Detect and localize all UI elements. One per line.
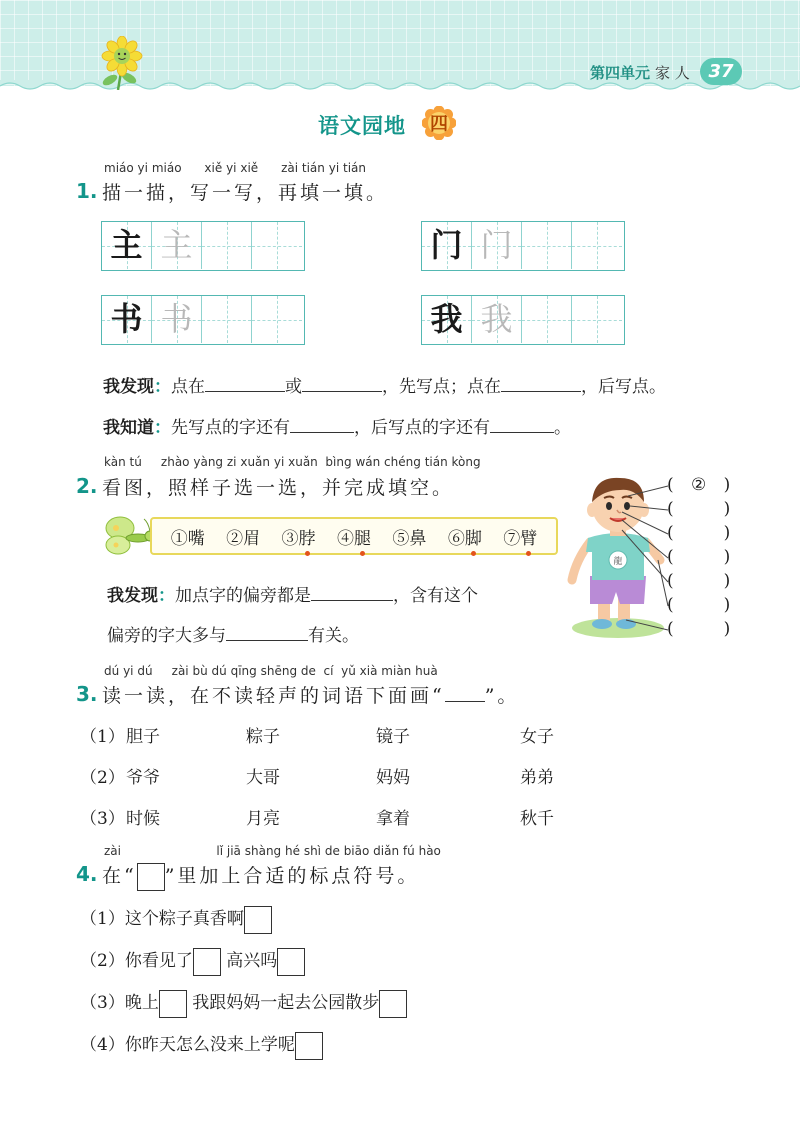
option-2: ②眉 xyxy=(226,528,261,549)
word[interactable]: 弟弟 xyxy=(520,768,554,788)
q4-pinyin: zài lǐ jiā shàng hé shì de biāo diǎn fú hào xyxy=(104,844,441,858)
q2-pinyin: kàn tú zhào yàng zi xuǎn yi xuǎn bìng wán chéng tián kòng xyxy=(104,455,481,469)
word[interactable]: 妈妈 xyxy=(376,768,410,788)
q1-question-text: 描一描，写一写，再填一填。 xyxy=(102,182,389,204)
q4-row-1: （1）这个粽子真香啊 xyxy=(80,904,272,934)
q3-pinyin: dú yi dú zài bù dú qīng shēng de cí yǔ xià miàn huà xyxy=(104,664,438,678)
answer-slot-6[interactable]: ( ) xyxy=(667,595,731,615)
word[interactable]: 拿着 xyxy=(376,809,410,829)
q1-number: 1. xyxy=(76,179,98,203)
option-5: ⑤鼻 xyxy=(392,528,427,549)
punctuation-box[interactable] xyxy=(277,948,305,976)
model-char: 我 xyxy=(430,300,463,338)
blank-5[interactable] xyxy=(490,432,554,433)
sunflower-icon xyxy=(96,36,146,90)
option-4: ④腿 xyxy=(336,528,371,549)
q2-number: 2. xyxy=(76,474,98,498)
blank-7[interactable] xyxy=(226,640,308,641)
trace-char: 主 xyxy=(160,226,193,264)
blank-2[interactable] xyxy=(302,391,382,392)
word[interactable]: 时候 xyxy=(126,809,160,829)
model-char: 门 xyxy=(430,226,463,264)
answer-slot-2[interactable]: ( ) xyxy=(667,499,731,519)
discover-label: 我发现 xyxy=(107,586,158,606)
blank-1[interactable] xyxy=(205,391,285,392)
shirt-label: 龍 xyxy=(613,557,623,567)
page-number-badge: 37 xyxy=(700,58,742,85)
answer-slot-1[interactable]: ( ② ) xyxy=(667,475,731,495)
punctuation-box[interactable] xyxy=(244,906,272,934)
q4-row-2: （2）你看见了 高兴吗 xyxy=(80,946,305,976)
model-char: 书 xyxy=(110,300,143,338)
q4-row-3: （3）晚上 我跟妈妈一起去公园散步 xyxy=(80,988,407,1018)
word[interactable]: 爷爷 xyxy=(126,768,160,788)
blank-4[interactable] xyxy=(290,432,354,433)
discover-label: 我发现 xyxy=(103,377,154,397)
answer-slot-7[interactable]: ( ) xyxy=(667,619,731,639)
word[interactable]: 大哥 xyxy=(246,768,280,788)
word[interactable]: 粽子 xyxy=(246,727,280,747)
word[interactable]: 秋千 xyxy=(520,809,554,829)
q4-number: 4. xyxy=(76,862,98,886)
word[interactable]: 胆子 xyxy=(126,727,160,747)
q4-row-4: （4）你昨天怎么没来上学呢 xyxy=(80,1030,323,1060)
q1-pinyin: miáo yi miáo xiě yi xiě zài tián yi tián xyxy=(104,161,366,175)
boy-illustration xyxy=(560,468,670,644)
q2-question-text: 看图，照样子选一选，并完成填空。 xyxy=(102,477,455,499)
q2-discover-line-2: 偏旁的字大多与 有关。 xyxy=(107,626,359,646)
word[interactable]: 女子 xyxy=(520,727,554,747)
option-6: ⑥脚 xyxy=(447,528,482,549)
unit-name: 家 人 xyxy=(655,64,690,82)
answer-slot-3[interactable]: ( ) xyxy=(667,523,731,543)
q3-number: 3. xyxy=(76,682,98,706)
punctuation-box[interactable] xyxy=(379,990,407,1018)
trace-char: 我 xyxy=(480,300,513,338)
butterfly-icon xyxy=(100,514,156,558)
answer-slot-5[interactable]: ( ) xyxy=(667,571,731,591)
model-char: 主 xyxy=(110,226,143,264)
punctuation-box[interactable] xyxy=(159,990,187,1018)
answer-slot-4[interactable]: ( ) xyxy=(667,547,731,567)
writing-grid-zhu[interactable] xyxy=(101,221,305,271)
title-badge-text: 四 xyxy=(430,114,448,135)
q2-option-strip xyxy=(150,517,558,555)
underline-sample xyxy=(445,701,485,702)
punctuation-box[interactable] xyxy=(193,948,221,976)
sample-box xyxy=(137,863,165,891)
q2-discover-line-1: 我发现：加点字的偏旁都是 ，含有这个 xyxy=(107,586,478,606)
punctuation-box[interactable] xyxy=(295,1032,323,1060)
writing-grid-wo[interactable] xyxy=(421,295,625,345)
option-3: ③脖 xyxy=(281,528,316,549)
option-1: ①嘴 xyxy=(170,528,205,549)
blank-6[interactable] xyxy=(311,600,393,601)
unit-label: 第四单元 xyxy=(590,64,651,82)
q1-know-line: 我知道：先写点的字还有 ，后写点的字还有 。 xyxy=(103,418,571,438)
word[interactable]: 月亮 xyxy=(246,809,280,829)
q3-question-text: 读一读，在不读轻声的词语下面画“ ”。 xyxy=(102,685,520,707)
trace-char: 门 xyxy=(480,226,513,264)
q1-discover-line: 我发现：点在 或 ，先写点；点在 ，后写点。 xyxy=(103,377,666,397)
know-label: 我知道 xyxy=(103,418,154,438)
trace-char: 书 xyxy=(160,300,193,338)
writing-grid-shu[interactable] xyxy=(101,295,305,345)
blank-3[interactable] xyxy=(501,391,581,392)
option-7: ⑦臂 xyxy=(503,528,538,549)
writing-grid-men[interactable] xyxy=(421,221,625,271)
word[interactable]: 镜子 xyxy=(376,727,410,747)
q4-question-text: 在“ ”里加上合适的标点符号。 xyxy=(102,861,419,891)
page-title: 语文园地 xyxy=(318,114,406,138)
